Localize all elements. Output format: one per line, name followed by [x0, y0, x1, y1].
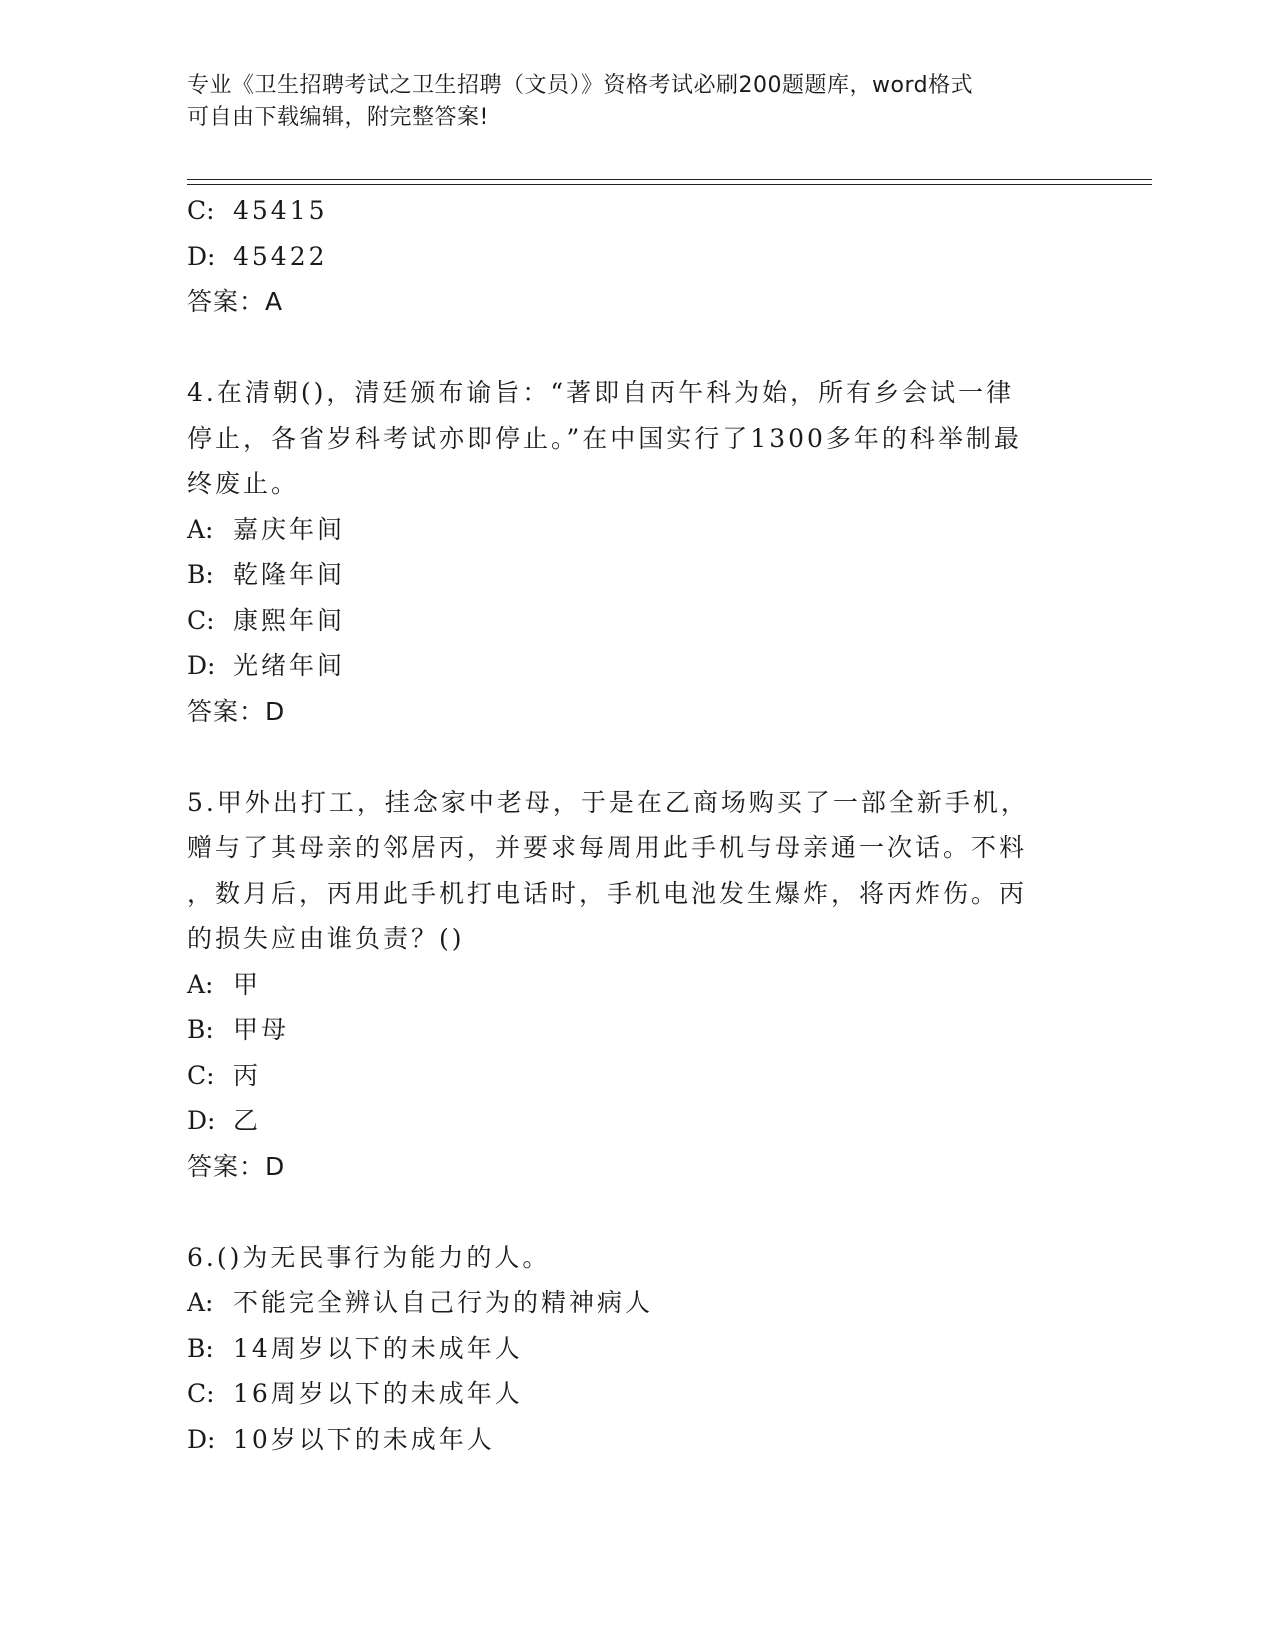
option-text: 45422 [233, 241, 328, 271]
option-label: C: [187, 196, 215, 225]
header-divider-top [187, 179, 1152, 180]
option-text: 16周岁以下的未成年人 [233, 1379, 523, 1408]
option-text: 乙 [233, 1106, 262, 1135]
question-stem-line: 的损失应由谁负责？() [187, 924, 465, 953]
question-3-tail [187, 188, 1087, 325]
question-content [187, 188, 1087, 1462]
spacer [187, 734, 1087, 780]
option-label: D: [187, 241, 216, 271]
option-label: A: [187, 514, 214, 544]
option-label: B: [187, 1015, 214, 1044]
option-label: C: [187, 1379, 215, 1408]
option-c [187, 598, 1087, 644]
option-label: A: [187, 969, 214, 999]
header-title-line-1: 专业《卫生招聘考试之卫生招聘（文员）》资格考试必刷200题题库，word格式 [187, 73, 974, 98]
option-d [187, 643, 1087, 689]
answer-line: 答案：D [187, 696, 286, 726]
option-label: B: [187, 1333, 214, 1363]
option-text: 乾隆年间 [233, 560, 346, 589]
option-text: 45415 [233, 196, 328, 225]
option-label: D: [187, 1424, 216, 1454]
option-c [187, 1371, 1087, 1417]
option-d [187, 1417, 1087, 1463]
option-label: D: [187, 1106, 216, 1135]
option-text: 不能完全辨认自己行为的精神病人 [233, 1288, 654, 1317]
option-text: 14周岁以下的未成年人 [233, 1333, 523, 1363]
question-stem-line: 停止，各省岁科考试亦即停止。”在中国实行了1300多年的科举制最 [187, 423, 1022, 453]
option-text: 10岁以下的未成年人 [233, 1424, 495, 1454]
header-divider-bottom [187, 184, 1152, 185]
option-label: C: [187, 605, 215, 635]
spacer [187, 325, 1087, 371]
option-d [187, 1098, 1087, 1144]
question-stem-line: 4.在清朝()，清廷颁布谕旨：“著即自丙午科为始，所有乡会试一律 [187, 378, 1015, 407]
option-b [187, 552, 1087, 598]
question-6 [187, 1235, 1087, 1463]
question-stem-line: 5.甲外出打工，挂念家中老母，于是在乙商场购买了一部全新手机， [187, 787, 1029, 817]
option-b [187, 1326, 1087, 1372]
option-text: 光绪年间 [233, 651, 346, 680]
spacer [187, 1189, 1087, 1235]
option-label: A: [187, 1288, 214, 1317]
answer-line: 答案：A [187, 287, 284, 316]
option-label: D: [187, 651, 216, 680]
question-stem-line: ，数月后，丙用此手机打电话时，手机电池发生爆炸，将丙炸伤。丙 [187, 878, 1028, 908]
option-text: 甲 [233, 969, 262, 999]
question-5 [187, 780, 1087, 1190]
question-stem-line: 赠与了其母亲的邻居丙，并要求每周用此手机与母亲通一次话。不料 [187, 833, 1028, 862]
option-label: B: [187, 560, 214, 589]
question-stem-line: 终废止。 [187, 469, 300, 498]
option-text: 甲母 [233, 1015, 290, 1044]
question-stem-line: 6.()为无民事行为能力的人。 [187, 1242, 551, 1272]
option-c [187, 188, 1087, 234]
option-c [187, 1053, 1087, 1099]
answer-line: 答案：D [187, 1151, 286, 1181]
option-a [187, 962, 1087, 1008]
option-a [187, 1280, 1087, 1326]
option-text: 嘉庆年间 [233, 514, 346, 544]
question-4 [187, 370, 1087, 734]
option-text: 康熙年间 [233, 605, 346, 635]
header-title-line-2: 可自由下载编辑，附完整答案! [187, 105, 489, 130]
page-header [187, 70, 1067, 134]
option-label: C: [187, 1060, 215, 1090]
option-d [187, 234, 1087, 280]
option-a [187, 507, 1087, 553]
option-b [187, 1007, 1087, 1053]
option-text: 丙 [233, 1060, 262, 1090]
